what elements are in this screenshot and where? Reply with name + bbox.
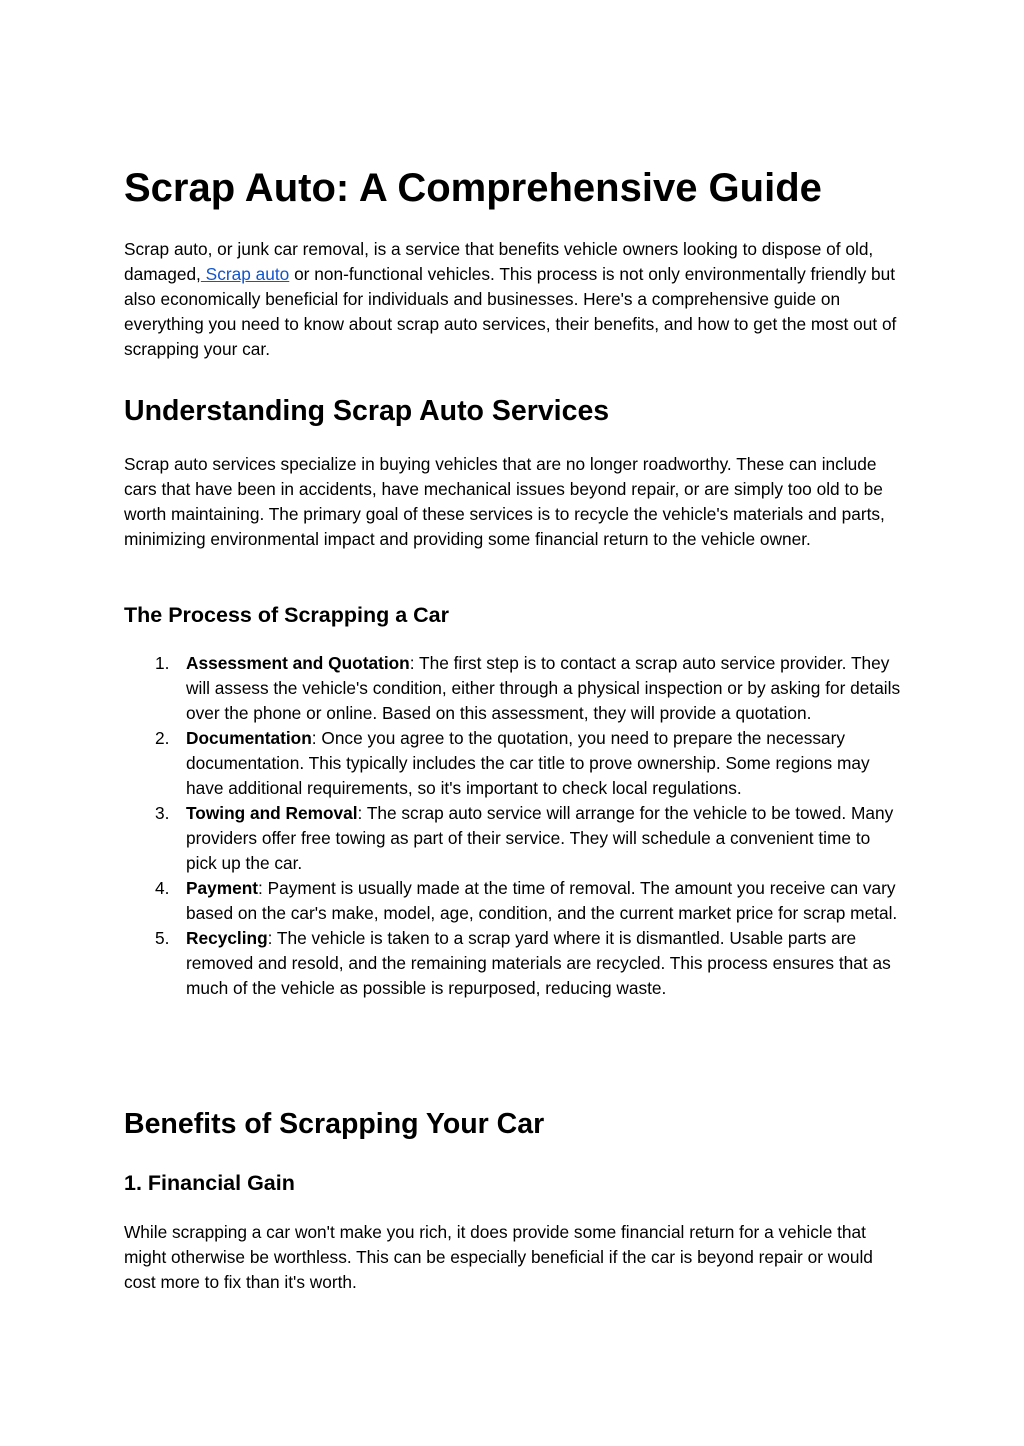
financial-gain-paragraph: While scrapping a car won't make you rich, it does provide some financial return for a vehicle that might otherwise be worthless. This can be especially beneficial if the car is beyond repair or would cost more to fix than it's worth. xyxy=(124,1222,873,1292)
benefits-heading: Benefits of Scrapping Your Car xyxy=(124,1108,545,1140)
understanding-paragraph: Scrap auto services specialize in buying vehicles that are no longer roadworthy. These can include cars that have been in accidents, have mechanical issues beyond repair, or are simply too old to be worth maintaining. The primary goal of these services is to recycle the vehicle's materials and parts, minimizing environmental impact and providing some financial return to the vehicle owner. xyxy=(124,454,885,549)
step-text: : The first step is to contact a scrap auto service provider. They will assess the vehicle's condition, either through a physical inspection or by asking for details over the phone or online. Based on this assessment, they will provide a quotation. xyxy=(186,653,901,723)
step-number: 3. xyxy=(155,803,170,823)
step-title: Towing and Removal xyxy=(186,803,358,823)
step-text: : The vehicle is taken to a scrap yard where it is dismantled. Usable parts are removed and resold, and the remaining materials are recycled. This process ensures that as much of the vehicle as possible is repurposed, reducing waste. xyxy=(186,928,891,998)
step-text: : Payment is usually made at the time of removal. The amount you receive can vary based on the car's make, model, age, condition, and the current market price for scrap metal. xyxy=(186,878,898,923)
step-number: 4. xyxy=(155,878,170,898)
process-heading: The Process of Scrapping a Car xyxy=(124,603,449,627)
step-text: : Once you agree to the quotation, you need to prepare the necessary documentation. This typically includes the car title to prove ownership. Some regions may have additional requirements, so it's important to check local regulations. xyxy=(186,728,870,798)
process-steps-list xyxy=(124,651,904,1001)
step-number: 1. xyxy=(155,653,170,673)
step-number: 5. xyxy=(155,928,170,948)
intro-text-start: Scrap auto, or junk car removal, is a service that benefits vehicle owners looking to dispose of old, damaged, xyxy=(124,239,874,284)
scrap-auto-link[interactable]: Scrap auto xyxy=(200,264,290,284)
financial-gain-heading: 1. Financial Gain xyxy=(124,1171,295,1195)
understanding-heading: Understanding Scrap Auto Services xyxy=(124,395,610,427)
page-title: Scrap Auto: A Comprehensive Guide xyxy=(124,166,822,210)
step-title: Assessment and Quotation xyxy=(186,653,410,673)
process-step xyxy=(124,801,904,876)
step-text: : The scrap auto service will arrange for the vehicle to be towed. Many providers offer free towing as part of their service. They will schedule a convenient time to pick up the car. xyxy=(186,803,894,873)
process-step xyxy=(124,726,904,801)
process-step xyxy=(124,651,904,726)
process-step xyxy=(124,926,904,1001)
step-title: Payment xyxy=(186,878,259,898)
step-number: 2. xyxy=(155,728,170,748)
process-step xyxy=(124,876,904,926)
step-title: Recycling xyxy=(186,928,268,948)
intro-text-end: or non-functional vehicles. This process is not only environmentally friendly but also economically beneficial for individuals and businesses. Here's a comprehensive guide on everything you need to know about scrap auto services, their benefits, and how to get the most out of scrapping your car. xyxy=(124,264,897,359)
intro-paragraph xyxy=(124,237,904,362)
step-title: Documentation xyxy=(186,728,312,748)
